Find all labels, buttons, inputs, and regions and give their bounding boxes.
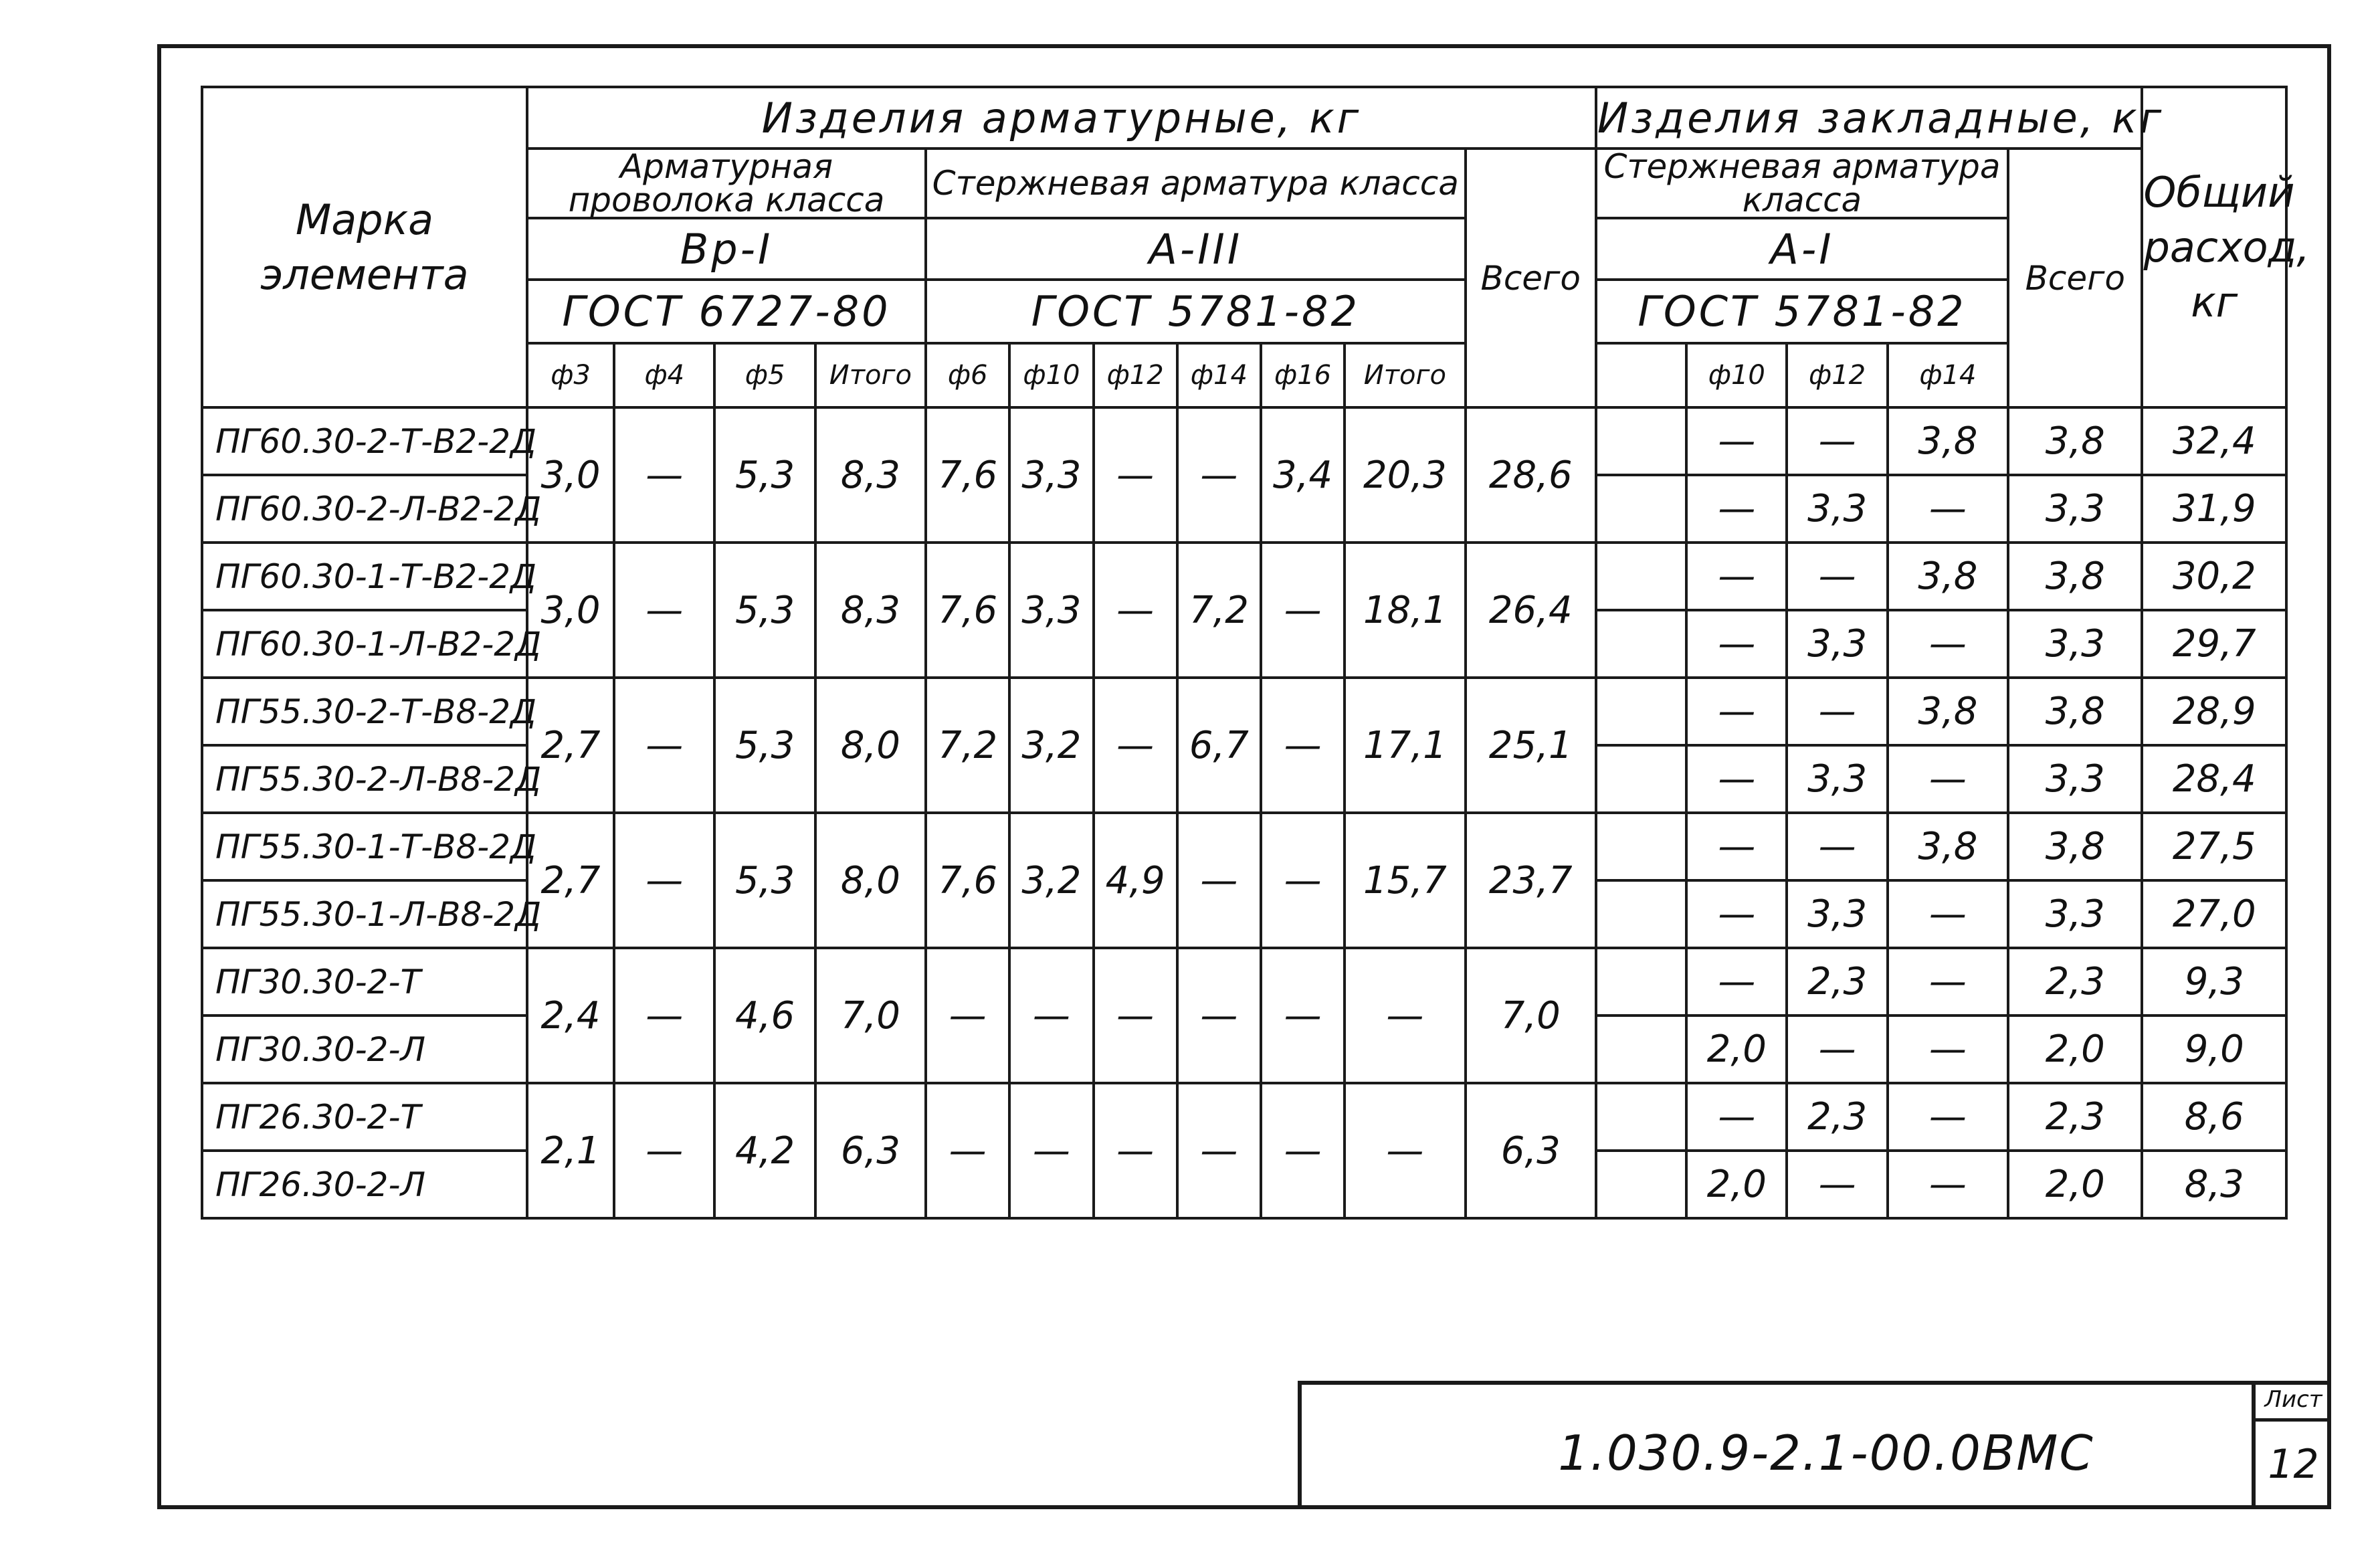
a3-cell: — xyxy=(1094,543,1177,678)
bp-cell: 7,0 xyxy=(815,948,926,1083)
table-row xyxy=(202,407,2286,475)
armaturnye-total: 23,7 xyxy=(1466,813,1596,948)
zakladnye-cell xyxy=(1596,610,1686,678)
zakladnye-cell: — xyxy=(1686,407,1787,475)
a3-cell: 7,2 xyxy=(926,678,1009,813)
header-d4: ф4 xyxy=(614,343,714,407)
zakladnye-total: 2,3 xyxy=(2008,948,2142,1016)
armaturnye-total: 26,4 xyxy=(1466,543,1596,678)
armaturnye-total: 28,6 xyxy=(1466,407,1596,543)
total-consumption: 9,3 xyxy=(2142,948,2286,1016)
zakladnye-total: 3,8 xyxy=(2008,813,2142,880)
header-gost-bp: ГОСТ 6727-80 xyxy=(527,280,926,343)
header-class-bp: Вр-I xyxy=(527,218,926,280)
header-marka: Марка элемента xyxy=(202,87,527,407)
header-vsego-zakl: Всего xyxy=(2008,149,2142,407)
zakladnye-cell: — xyxy=(1787,1016,1887,1083)
table-row xyxy=(202,1083,2286,1151)
bp-cell: — xyxy=(614,1083,714,1218)
zakladnye-total: 2,0 xyxy=(2008,1151,2142,1218)
header-obshchiy-raskhod: Общий расход, кг xyxy=(2142,87,2286,407)
spec-body xyxy=(202,407,2286,1218)
a3-cell: — xyxy=(1094,678,1177,813)
table-row xyxy=(202,813,2286,880)
header-gost-aiii: ГОСТ 5781-82 xyxy=(926,280,1466,343)
armaturnye-total: 6,3 xyxy=(1466,1083,1596,1218)
table-row xyxy=(202,678,2286,745)
bp-cell: 3,0 xyxy=(527,543,614,678)
sheet-label: Лист xyxy=(2256,1381,2331,1422)
zakladnye-total: 3,8 xyxy=(2008,678,2142,745)
a3-cell: — xyxy=(926,948,1009,1083)
header-d12: ф12 xyxy=(1094,343,1177,407)
zakladnye-total: 2,0 xyxy=(2008,1016,2142,1083)
zakladnye-cell: — xyxy=(1787,543,1887,610)
header-class-ai: А-I xyxy=(1596,218,2008,280)
bp-cell: 5,3 xyxy=(714,813,815,948)
zakladnye-total: 3,3 xyxy=(2008,745,2142,813)
a3-cell: — xyxy=(1345,1083,1465,1218)
total-consumption: 28,9 xyxy=(2142,678,2286,745)
bp-cell: 4,2 xyxy=(714,1083,815,1218)
zakladnye-cell: — xyxy=(1787,678,1887,745)
header-d14: ф14 xyxy=(1177,343,1261,407)
header-zakl-d14: ф14 xyxy=(1888,343,2008,407)
material-spec-table xyxy=(201,86,2310,1220)
zakladnye-cell: — xyxy=(1888,1151,2008,1218)
total-consumption: 28,4 xyxy=(2142,745,2286,813)
bp-cell: — xyxy=(614,813,714,948)
zakladnye-cell: — xyxy=(1888,1083,2008,1151)
a3-cell: — xyxy=(1009,948,1093,1083)
a3-cell: 6,7 xyxy=(1177,678,1261,813)
header-d6: ф6 xyxy=(926,343,1009,407)
zakladnye-cell xyxy=(1596,880,1686,948)
a3-cell: — xyxy=(1261,813,1345,948)
zakladnye-cell xyxy=(1596,1016,1686,1083)
bp-cell: — xyxy=(614,948,714,1083)
armaturnye-total: 7,0 xyxy=(1466,948,1596,1083)
a3-cell: — xyxy=(1009,1083,1093,1218)
zakladnye-cell: 3,8 xyxy=(1888,678,2008,745)
zakladnye-cell: — xyxy=(1686,948,1787,1016)
bp-cell: 2,7 xyxy=(527,678,614,813)
bp-cell: 8,0 xyxy=(815,678,926,813)
zakladnye-cell xyxy=(1596,1151,1686,1218)
element-mark: ПГ60.30-1-Л-В2-2Д xyxy=(202,610,527,678)
armaturnye-total: 25,1 xyxy=(1466,678,1596,813)
total-consumption: 32,4 xyxy=(2142,407,2286,475)
zakladnye-cell: 2,3 xyxy=(1787,948,1887,1016)
zakladnye-cell xyxy=(1596,543,1686,610)
zakladnye-cell: — xyxy=(1787,813,1887,880)
header-zakl-d12: ф12 xyxy=(1787,343,1887,407)
a3-cell: — xyxy=(1094,948,1177,1083)
zakladnye-cell: 3,3 xyxy=(1787,475,1887,543)
bp-cell: 4,6 xyxy=(714,948,815,1083)
zakladnye-cell xyxy=(1596,1083,1686,1151)
header-d16: ф16 xyxy=(1261,343,1345,407)
element-mark: ПГ55.30-2-Т-В8-2Д xyxy=(202,678,527,745)
element-mark: ПГ30.30-2-Л xyxy=(202,1016,527,1083)
zakladnye-cell: — xyxy=(1686,813,1787,880)
header-itogo-bp: Итого xyxy=(815,343,926,407)
bp-cell: — xyxy=(614,407,714,543)
bp-cell: 3,0 xyxy=(527,407,614,543)
zakladnye-cell xyxy=(1596,678,1686,745)
bp-cell: — xyxy=(614,543,714,678)
a3-cell: — xyxy=(926,1083,1009,1218)
total-consumption: 8,6 xyxy=(2142,1083,2286,1151)
zakladnye-total: 3,8 xyxy=(2008,543,2142,610)
a3-cell: 20,3 xyxy=(1345,407,1465,543)
header-d10: ф10 xyxy=(1009,343,1093,407)
zakladnye-cell: — xyxy=(1686,745,1787,813)
a3-cell: — xyxy=(1261,1083,1345,1218)
bp-cell: 8,0 xyxy=(815,813,926,948)
a3-cell: 7,2 xyxy=(1177,543,1261,678)
a3-cell: 7,6 xyxy=(926,543,1009,678)
zakladnye-cell: — xyxy=(1686,610,1787,678)
bp-cell: 2,4 xyxy=(527,948,614,1083)
zakladnye-cell: — xyxy=(1686,543,1787,610)
bp-cell: 2,7 xyxy=(527,813,614,948)
zakladnye-cell: 3,3 xyxy=(1787,880,1887,948)
header-izdeliya-armaturnye: Изделия арматурные, кг xyxy=(527,87,1596,149)
zakladnye-cell: 3,3 xyxy=(1787,610,1887,678)
zakladnye-total: 2,3 xyxy=(2008,1083,2142,1151)
element-mark: ПГ55.30-1-Л-В8-2Д xyxy=(202,880,527,948)
total-consumption: 27,5 xyxy=(2142,813,2286,880)
element-mark: ПГ26.30-2-Т xyxy=(202,1083,527,1151)
zakladnye-cell xyxy=(1596,475,1686,543)
zakladnye-cell: — xyxy=(1888,475,2008,543)
header-izdeliya-zakladnye: Изделия закладные, кг xyxy=(1596,87,2143,149)
zakladnye-cell: — xyxy=(1686,1083,1787,1151)
element-mark: ПГ30.30-2-Т xyxy=(202,948,527,1016)
sheet-number-box xyxy=(2252,1381,2331,1509)
bp-cell: 8,3 xyxy=(815,543,926,678)
zakladnye-total: 3,3 xyxy=(2008,610,2142,678)
zakladnye-cell: — xyxy=(1888,880,2008,948)
document-code: 1.030.9-2.1-00.0ВМС xyxy=(1558,1425,2094,1481)
zakladnye-cell: 2,0 xyxy=(1686,1151,1787,1218)
a3-cell: — xyxy=(1177,407,1261,543)
total-consumption: 29,7 xyxy=(2142,610,2286,678)
header-gost-ai: ГОСТ 5781-82 xyxy=(1596,280,2008,343)
total-consumption: 31,9 xyxy=(2142,475,2286,543)
element-mark: ПГ60.30-2-Л-В2-2Д xyxy=(202,475,527,543)
a3-cell: — xyxy=(1094,1083,1177,1218)
zakladnye-cell: — xyxy=(1888,745,2008,813)
bp-cell: 6,3 xyxy=(815,1083,926,1218)
a3-cell: 7,6 xyxy=(926,813,1009,948)
header-sterzhnevaya-zakl: Стержневая арматура класса xyxy=(1596,149,2008,218)
element-mark: ПГ60.30-1-Т-В2-2Д xyxy=(202,543,527,610)
header-sterzhnevaya: Стержневая арматура класса xyxy=(926,149,1466,218)
zakladnye-cell xyxy=(1596,407,1686,475)
a3-cell: — xyxy=(1177,948,1261,1083)
zakladnye-cell: — xyxy=(1686,678,1787,745)
zakladnye-total: 3,8 xyxy=(2008,407,2142,475)
zakladnye-cell: 3,8 xyxy=(1888,407,2008,475)
bp-cell: 2,1 xyxy=(527,1083,614,1218)
zakladnye-cell: — xyxy=(1888,1016,2008,1083)
table-row xyxy=(202,948,2286,1016)
zakladnye-cell xyxy=(1596,948,1686,1016)
a3-cell: — xyxy=(1177,813,1261,948)
a3-cell: 3,2 xyxy=(1009,813,1093,948)
header-zakl-blank xyxy=(1596,343,1686,407)
zakladnye-total: 3,3 xyxy=(2008,880,2142,948)
zakladnye-cell: — xyxy=(1787,407,1887,475)
a3-cell: — xyxy=(1177,1083,1261,1218)
zakladnye-cell: 3,3 xyxy=(1787,745,1887,813)
zakladnye-cell: — xyxy=(1686,475,1787,543)
a3-cell: — xyxy=(1261,948,1345,1083)
a3-cell: 7,6 xyxy=(926,407,1009,543)
a3-cell: 3,3 xyxy=(1009,407,1093,543)
zakladnye-cell: — xyxy=(1888,610,2008,678)
sheet-number: 12 xyxy=(2268,1441,2319,1488)
bp-cell: 5,3 xyxy=(714,678,815,813)
bp-cell: 8,3 xyxy=(815,407,926,543)
zakladnye-cell xyxy=(1596,745,1686,813)
zakladnye-cell: — xyxy=(1686,880,1787,948)
element-mark: ПГ60.30-2-Т-В2-2Д xyxy=(202,407,527,475)
zakladnye-cell: 2,3 xyxy=(1787,1083,1887,1151)
a3-cell: 17,1 xyxy=(1345,678,1465,813)
header-d5: ф5 xyxy=(714,343,815,407)
bp-cell: 5,3 xyxy=(714,543,815,678)
a3-cell: 3,4 xyxy=(1261,407,1345,543)
a3-cell: — xyxy=(1261,543,1345,678)
a3-cell: — xyxy=(1261,678,1345,813)
element-mark: ПГ55.30-1-Т-В8-2Д xyxy=(202,813,527,880)
header-provoloka: Арматурная проволока класса xyxy=(527,149,926,218)
header-vsego: Всего xyxy=(1466,149,1596,407)
bp-cell: 5,3 xyxy=(714,407,815,543)
a3-cell: 3,2 xyxy=(1009,678,1093,813)
a3-cell: 18,1 xyxy=(1345,543,1465,678)
zakladnye-cell xyxy=(1596,813,1686,880)
zakladnye-total: 3,3 xyxy=(2008,475,2142,543)
total-consumption: 27,0 xyxy=(2142,880,2286,948)
header-d3: ф3 xyxy=(527,343,614,407)
table-row xyxy=(202,543,2286,610)
total-consumption: 9,0 xyxy=(2142,1016,2286,1083)
total-consumption: 8,3 xyxy=(2142,1151,2286,1218)
bp-cell: — xyxy=(614,678,714,813)
element-mark: ПГ55.30-2-Л-В8-2Д xyxy=(202,745,527,813)
header-zakl-d10: ф10 xyxy=(1686,343,1787,407)
header-row-1 xyxy=(202,87,2286,149)
zakladnye-cell: 3,8 xyxy=(1888,543,2008,610)
a3-cell: — xyxy=(1094,407,1177,543)
header-itogo-aiii: Итого xyxy=(1345,343,1465,407)
a3-cell: 4,9 xyxy=(1094,813,1177,948)
a3-cell: — xyxy=(1345,948,1465,1083)
a3-cell: 3,3 xyxy=(1009,543,1093,678)
zakladnye-cell: — xyxy=(1888,948,2008,1016)
zakladnye-cell: 3,8 xyxy=(1888,813,2008,880)
header-class-aiii: А-III xyxy=(926,218,1466,280)
zakladnye-cell: — xyxy=(1787,1151,1887,1218)
a3-cell: 15,7 xyxy=(1345,813,1465,948)
total-consumption: 30,2 xyxy=(2142,543,2286,610)
element-mark: ПГ26.30-2-Л xyxy=(202,1151,527,1218)
zakladnye-cell: 2,0 xyxy=(1686,1016,1787,1083)
